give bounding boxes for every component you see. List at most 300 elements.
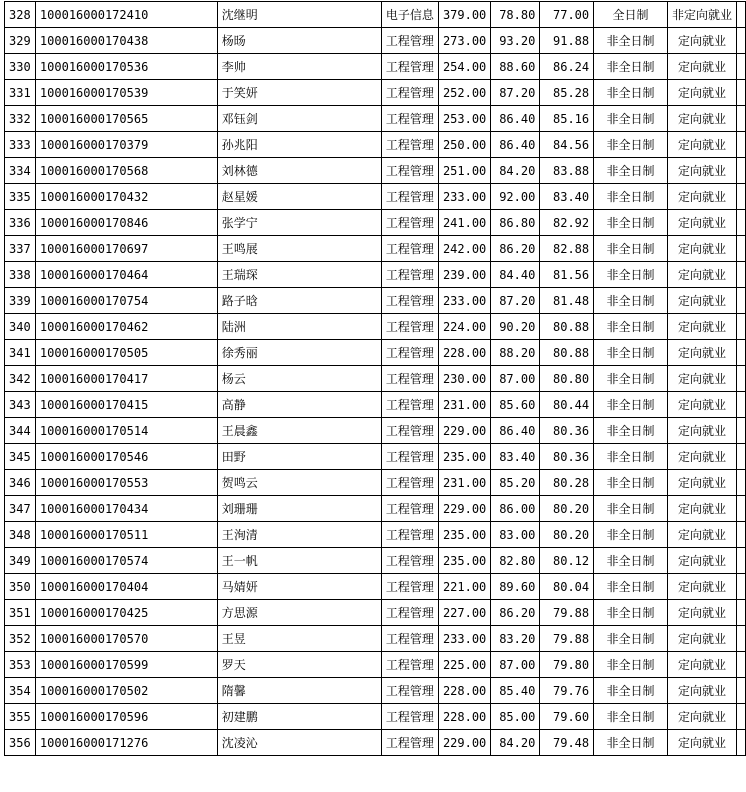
remark-cell — [737, 548, 746, 574]
table-row — [5, 340, 746, 366]
employment-type-cell: 定向就业 — [667, 522, 736, 548]
major-cell: 工程管理 — [381, 158, 438, 184]
initial-score-cell: 229.00 — [438, 496, 490, 522]
seq-cell: 344 — [5, 418, 36, 444]
table-row — [5, 418, 746, 444]
total-score-cell: 86.24 — [540, 54, 594, 80]
employment-type-cell: 定向就业 — [667, 314, 736, 340]
total-score-cell: 79.88 — [540, 600, 594, 626]
total-score-cell: 81.56 — [540, 262, 594, 288]
seq-cell: 352 — [5, 626, 36, 652]
seq-cell: 342 — [5, 366, 36, 392]
candidate-id-cell: 100016000170568 — [35, 158, 217, 184]
candidate-name-cell: 田野 — [217, 444, 381, 470]
table-row — [5, 366, 746, 392]
remark-cell — [737, 262, 746, 288]
remark-cell — [737, 392, 746, 418]
table-row — [5, 730, 746, 756]
major-cell: 工程管理 — [381, 184, 438, 210]
remark-cell — [737, 730, 746, 756]
candidate-name-cell: 刘林德 — [217, 158, 381, 184]
major-cell: 工程管理 — [381, 574, 438, 600]
candidate-name-cell: 徐秀丽 — [217, 340, 381, 366]
candidate-name-cell: 邓钰剑 — [217, 106, 381, 132]
candidate-id-cell: 100016000170511 — [35, 522, 217, 548]
initial-score-cell: 224.00 — [438, 314, 490, 340]
total-score-cell: 83.88 — [540, 158, 594, 184]
major-cell: 工程管理 — [381, 730, 438, 756]
table-row — [5, 678, 746, 704]
study-mode-cell: 非全日制 — [594, 548, 668, 574]
seq-cell: 346 — [5, 470, 36, 496]
study-mode-cell: 非全日制 — [594, 132, 668, 158]
remark-cell — [737, 366, 746, 392]
study-mode-cell: 非全日制 — [594, 626, 668, 652]
initial-score-cell: 235.00 — [438, 444, 490, 470]
remark-cell — [737, 28, 746, 54]
study-mode-cell: 非全日制 — [594, 158, 668, 184]
total-score-cell: 80.36 — [540, 418, 594, 444]
table-row — [5, 522, 746, 548]
total-score-cell: 80.88 — [540, 340, 594, 366]
seq-cell: 351 — [5, 600, 36, 626]
total-score-cell: 77.00 — [540, 2, 594, 28]
initial-score-cell: 229.00 — [438, 730, 490, 756]
study-mode-cell: 非全日制 — [594, 730, 668, 756]
seq-cell: 330 — [5, 54, 36, 80]
major-cell: 工程管理 — [381, 418, 438, 444]
employment-type-cell: 定向就业 — [667, 340, 736, 366]
seq-cell: 343 — [5, 392, 36, 418]
candidate-id-cell: 100016000170514 — [35, 418, 217, 444]
seq-cell: 341 — [5, 340, 36, 366]
major-cell: 工程管理 — [381, 392, 438, 418]
total-score-cell: 79.60 — [540, 704, 594, 730]
employment-type-cell: 定向就业 — [667, 678, 736, 704]
retest-score-cell: 85.00 — [491, 704, 540, 730]
table-row — [5, 236, 746, 262]
table-row — [5, 54, 746, 80]
candidate-id-cell: 100016000170754 — [35, 288, 217, 314]
table-row — [5, 288, 746, 314]
seq-cell: 345 — [5, 444, 36, 470]
table-row — [5, 574, 746, 600]
seq-cell: 337 — [5, 236, 36, 262]
candidate-id-cell: 100016000170697 — [35, 236, 217, 262]
remark-cell — [737, 184, 746, 210]
retest-score-cell: 85.40 — [491, 678, 540, 704]
seq-cell: 348 — [5, 522, 36, 548]
initial-score-cell: 253.00 — [438, 106, 490, 132]
initial-score-cell: 241.00 — [438, 210, 490, 236]
retest-score-cell: 90.20 — [491, 314, 540, 340]
remark-cell — [737, 522, 746, 548]
retest-score-cell: 82.80 — [491, 548, 540, 574]
initial-score-cell: 229.00 — [438, 418, 490, 444]
initial-score-cell: 228.00 — [438, 678, 490, 704]
table-row — [5, 626, 746, 652]
remark-cell — [737, 418, 746, 444]
seq-cell: 349 — [5, 548, 36, 574]
candidate-id-cell: 100016000170570 — [35, 626, 217, 652]
total-score-cell: 80.20 — [540, 496, 594, 522]
retest-score-cell: 92.00 — [491, 184, 540, 210]
total-score-cell: 82.92 — [540, 210, 594, 236]
total-score-cell: 80.80 — [540, 366, 594, 392]
candidate-id-cell: 100016000170415 — [35, 392, 217, 418]
table-row — [5, 548, 746, 574]
seq-cell: 354 — [5, 678, 36, 704]
table-body — [5, 2, 746, 756]
employment-type-cell: 定向就业 — [667, 262, 736, 288]
employment-type-cell: 定向就业 — [667, 106, 736, 132]
remark-cell — [737, 132, 746, 158]
retest-score-cell: 88.20 — [491, 340, 540, 366]
remark-cell — [737, 80, 746, 106]
seq-cell: 339 — [5, 288, 36, 314]
candidate-name-cell: 王洵清 — [217, 522, 381, 548]
total-score-cell: 80.20 — [540, 522, 594, 548]
total-score-cell: 80.88 — [540, 314, 594, 340]
study-mode-cell: 非全日制 — [594, 470, 668, 496]
remark-cell — [737, 106, 746, 132]
major-cell: 工程管理 — [381, 678, 438, 704]
table-row — [5, 2, 746, 28]
retest-score-cell: 88.60 — [491, 54, 540, 80]
study-mode-cell: 非全日制 — [594, 184, 668, 210]
study-mode-cell: 非全日制 — [594, 314, 668, 340]
major-cell: 工程管理 — [381, 366, 438, 392]
retest-score-cell: 87.00 — [491, 366, 540, 392]
table-row — [5, 132, 746, 158]
retest-score-cell: 78.80 — [491, 2, 540, 28]
total-score-cell: 80.44 — [540, 392, 594, 418]
major-cell: 电子信息 — [381, 2, 438, 28]
total-score-cell: 79.88 — [540, 626, 594, 652]
total-score-cell: 91.88 — [540, 28, 594, 54]
employment-type-cell: 定向就业 — [667, 548, 736, 574]
retest-score-cell: 83.20 — [491, 626, 540, 652]
initial-score-cell: 379.00 — [438, 2, 490, 28]
retest-score-cell: 83.40 — [491, 444, 540, 470]
remark-cell — [737, 496, 746, 522]
major-cell: 工程管理 — [381, 626, 438, 652]
initial-score-cell: 231.00 — [438, 392, 490, 418]
major-cell: 工程管理 — [381, 314, 438, 340]
major-cell: 工程管理 — [381, 262, 438, 288]
initial-score-cell: 252.00 — [438, 80, 490, 106]
seq-cell: 338 — [5, 262, 36, 288]
study-mode-cell: 非全日制 — [594, 652, 668, 678]
candidate-name-cell: 杨旸 — [217, 28, 381, 54]
seq-cell: 331 — [5, 80, 36, 106]
seq-cell: 355 — [5, 704, 36, 730]
total-score-cell: 80.04 — [540, 574, 594, 600]
initial-score-cell: 227.00 — [438, 600, 490, 626]
remark-cell — [737, 54, 746, 80]
seq-cell: 334 — [5, 158, 36, 184]
remark-cell — [737, 574, 746, 600]
retest-score-cell: 87.20 — [491, 80, 540, 106]
retest-score-cell: 89.60 — [491, 574, 540, 600]
candidate-name-cell: 杨云 — [217, 366, 381, 392]
initial-score-cell: 230.00 — [438, 366, 490, 392]
table-row — [5, 496, 746, 522]
candidate-id-cell: 100016000170464 — [35, 262, 217, 288]
seq-cell: 336 — [5, 210, 36, 236]
retest-score-cell: 86.20 — [491, 600, 540, 626]
initial-score-cell: 239.00 — [438, 262, 490, 288]
seq-cell: 340 — [5, 314, 36, 340]
total-score-cell: 80.12 — [540, 548, 594, 574]
candidate-name-cell: 王晨鑫 — [217, 418, 381, 444]
seq-cell: 332 — [5, 106, 36, 132]
study-mode-cell: 非全日制 — [594, 80, 668, 106]
remark-cell — [737, 236, 746, 262]
seq-cell: 335 — [5, 184, 36, 210]
seq-cell: 329 — [5, 28, 36, 54]
study-mode-cell: 非全日制 — [594, 574, 668, 600]
initial-score-cell: 254.00 — [438, 54, 490, 80]
candidate-name-cell: 张学宁 — [217, 210, 381, 236]
employment-type-cell: 定向就业 — [667, 704, 736, 730]
initial-score-cell: 251.00 — [438, 158, 490, 184]
admission-table — [4, 1, 746, 756]
remark-cell — [737, 340, 746, 366]
initial-score-cell: 228.00 — [438, 340, 490, 366]
candidate-id-cell: 100016000170434 — [35, 496, 217, 522]
major-cell: 工程管理 — [381, 704, 438, 730]
study-mode-cell: 全日制 — [594, 2, 668, 28]
employment-type-cell: 定向就业 — [667, 184, 736, 210]
candidate-name-cell: 王昱 — [217, 626, 381, 652]
remark-cell — [737, 288, 746, 314]
employment-type-cell: 定向就业 — [667, 626, 736, 652]
retest-score-cell: 87.00 — [491, 652, 540, 678]
candidate-id-cell: 100016000170502 — [35, 678, 217, 704]
remark-cell — [737, 2, 746, 28]
retest-score-cell: 86.00 — [491, 496, 540, 522]
table-row — [5, 184, 746, 210]
employment-type-cell: 定向就业 — [667, 210, 736, 236]
major-cell: 工程管理 — [381, 548, 438, 574]
remark-cell — [737, 210, 746, 236]
candidate-name-cell: 沈凌沁 — [217, 730, 381, 756]
candidate-name-cell: 罗天 — [217, 652, 381, 678]
seq-cell: 333 — [5, 132, 36, 158]
candidate-id-cell: 100016000170546 — [35, 444, 217, 470]
retest-score-cell: 86.40 — [491, 418, 540, 444]
major-cell: 工程管理 — [381, 444, 438, 470]
candidate-id-cell: 100016000171276 — [35, 730, 217, 756]
employment-type-cell: 定向就业 — [667, 600, 736, 626]
initial-score-cell: 242.00 — [438, 236, 490, 262]
candidate-name-cell: 王鸣展 — [217, 236, 381, 262]
total-score-cell: 79.80 — [540, 652, 594, 678]
employment-type-cell: 定向就业 — [667, 574, 736, 600]
major-cell: 工程管理 — [381, 522, 438, 548]
employment-type-cell: 定向就业 — [667, 28, 736, 54]
table-row — [5, 652, 746, 678]
initial-score-cell: 233.00 — [438, 626, 490, 652]
employment-type-cell: 定向就业 — [667, 366, 736, 392]
major-cell: 工程管理 — [381, 54, 438, 80]
table-row — [5, 106, 746, 132]
candidate-id-cell: 100016000170379 — [35, 132, 217, 158]
total-score-cell: 80.36 — [540, 444, 594, 470]
remark-cell — [737, 704, 746, 730]
major-cell: 工程管理 — [381, 28, 438, 54]
retest-score-cell: 85.20 — [491, 470, 540, 496]
initial-score-cell: 221.00 — [438, 574, 490, 600]
major-cell: 工程管理 — [381, 132, 438, 158]
remark-cell — [737, 444, 746, 470]
initial-score-cell: 235.00 — [438, 548, 490, 574]
remark-cell — [737, 158, 746, 184]
total-score-cell: 85.16 — [540, 106, 594, 132]
table-row — [5, 314, 746, 340]
study-mode-cell: 非全日制 — [594, 600, 668, 626]
retest-score-cell: 87.20 — [491, 288, 540, 314]
major-cell: 工程管理 — [381, 496, 438, 522]
candidate-name-cell: 路子晗 — [217, 288, 381, 314]
initial-score-cell: 250.00 — [438, 132, 490, 158]
initial-score-cell: 273.00 — [438, 28, 490, 54]
seq-cell: 347 — [5, 496, 36, 522]
study-mode-cell: 非全日制 — [594, 704, 668, 730]
initial-score-cell: 233.00 — [438, 184, 490, 210]
candidate-id-cell: 100016000170425 — [35, 600, 217, 626]
study-mode-cell: 非全日制 — [594, 418, 668, 444]
retest-score-cell: 84.20 — [491, 730, 540, 756]
retest-score-cell: 86.80 — [491, 210, 540, 236]
study-mode-cell: 非全日制 — [594, 288, 668, 314]
candidate-name-cell: 高静 — [217, 392, 381, 418]
candidate-id-cell: 100016000170536 — [35, 54, 217, 80]
major-cell: 工程管理 — [381, 80, 438, 106]
major-cell: 工程管理 — [381, 470, 438, 496]
candidate-name-cell: 贺鸣云 — [217, 470, 381, 496]
employment-type-cell: 定向就业 — [667, 470, 736, 496]
remark-cell — [737, 626, 746, 652]
total-score-cell: 85.28 — [540, 80, 594, 106]
study-mode-cell: 非全日制 — [594, 28, 668, 54]
table-row — [5, 470, 746, 496]
candidate-id-cell: 100016000172410 — [35, 2, 217, 28]
table-row — [5, 28, 746, 54]
study-mode-cell: 非全日制 — [594, 496, 668, 522]
candidate-name-cell: 孙兆阳 — [217, 132, 381, 158]
candidate-id-cell: 100016000170574 — [35, 548, 217, 574]
employment-type-cell: 定向就业 — [667, 236, 736, 262]
candidate-name-cell: 初建鹏 — [217, 704, 381, 730]
table-row — [5, 600, 746, 626]
candidate-id-cell: 100016000170596 — [35, 704, 217, 730]
candidate-id-cell: 100016000170462 — [35, 314, 217, 340]
total-score-cell: 83.40 — [540, 184, 594, 210]
major-cell: 工程管理 — [381, 236, 438, 262]
seq-cell: 350 — [5, 574, 36, 600]
candidate-id-cell: 100016000170599 — [35, 652, 217, 678]
seq-cell: 356 — [5, 730, 36, 756]
candidate-name-cell: 陆洲 — [217, 314, 381, 340]
table-row — [5, 262, 746, 288]
study-mode-cell: 非全日制 — [594, 366, 668, 392]
remark-cell — [737, 314, 746, 340]
retest-score-cell: 86.20 — [491, 236, 540, 262]
total-score-cell: 79.48 — [540, 730, 594, 756]
study-mode-cell: 非全日制 — [594, 444, 668, 470]
candidate-name-cell: 王一帆 — [217, 548, 381, 574]
employment-type-cell: 定向就业 — [667, 158, 736, 184]
study-mode-cell: 非全日制 — [594, 522, 668, 548]
candidate-name-cell: 马婧妍 — [217, 574, 381, 600]
table-row — [5, 392, 746, 418]
candidate-id-cell: 100016000170553 — [35, 470, 217, 496]
employment-type-cell: 定向就业 — [667, 652, 736, 678]
initial-score-cell: 231.00 — [438, 470, 490, 496]
remark-cell — [737, 678, 746, 704]
employment-type-cell: 定向就业 — [667, 418, 736, 444]
major-cell: 工程管理 — [381, 600, 438, 626]
employment-type-cell: 定向就业 — [667, 132, 736, 158]
total-score-cell: 79.76 — [540, 678, 594, 704]
table-row — [5, 210, 746, 236]
candidate-name-cell: 赵星媛 — [217, 184, 381, 210]
retest-score-cell: 86.40 — [491, 106, 540, 132]
candidate-id-cell: 100016000170539 — [35, 80, 217, 106]
retest-score-cell: 93.20 — [491, 28, 540, 54]
employment-type-cell: 非定向就业 — [667, 2, 736, 28]
employment-type-cell: 定向就业 — [667, 496, 736, 522]
major-cell: 工程管理 — [381, 288, 438, 314]
employment-type-cell: 定向就业 — [667, 730, 736, 756]
study-mode-cell: 非全日制 — [594, 54, 668, 80]
employment-type-cell: 定向就业 — [667, 80, 736, 106]
study-mode-cell: 非全日制 — [594, 106, 668, 132]
initial-score-cell: 233.00 — [438, 288, 490, 314]
study-mode-cell: 非全日制 — [594, 392, 668, 418]
retest-score-cell: 83.00 — [491, 522, 540, 548]
candidate-id-cell: 100016000170404 — [35, 574, 217, 600]
remark-cell — [737, 470, 746, 496]
study-mode-cell: 非全日制 — [594, 236, 668, 262]
candidate-id-cell: 100016000170432 — [35, 184, 217, 210]
candidate-id-cell: 100016000170417 — [35, 366, 217, 392]
candidate-id-cell: 100016000170846 — [35, 210, 217, 236]
employment-type-cell: 定向就业 — [667, 444, 736, 470]
study-mode-cell: 非全日制 — [594, 210, 668, 236]
candidate-id-cell: 100016000170565 — [35, 106, 217, 132]
study-mode-cell: 非全日制 — [594, 678, 668, 704]
retest-score-cell: 84.20 — [491, 158, 540, 184]
employment-type-cell: 定向就业 — [667, 392, 736, 418]
table-row — [5, 80, 746, 106]
candidate-name-cell: 方思源 — [217, 600, 381, 626]
total-score-cell: 82.88 — [540, 236, 594, 262]
initial-score-cell: 235.00 — [438, 522, 490, 548]
total-score-cell: 80.28 — [540, 470, 594, 496]
employment-type-cell: 定向就业 — [667, 288, 736, 314]
initial-score-cell: 225.00 — [438, 652, 490, 678]
major-cell: 工程管理 — [381, 652, 438, 678]
retest-score-cell: 86.40 — [491, 132, 540, 158]
major-cell: 工程管理 — [381, 210, 438, 236]
major-cell: 工程管理 — [381, 340, 438, 366]
table-row — [5, 704, 746, 730]
remark-cell — [737, 652, 746, 678]
candidate-name-cell: 于笑妍 — [217, 80, 381, 106]
